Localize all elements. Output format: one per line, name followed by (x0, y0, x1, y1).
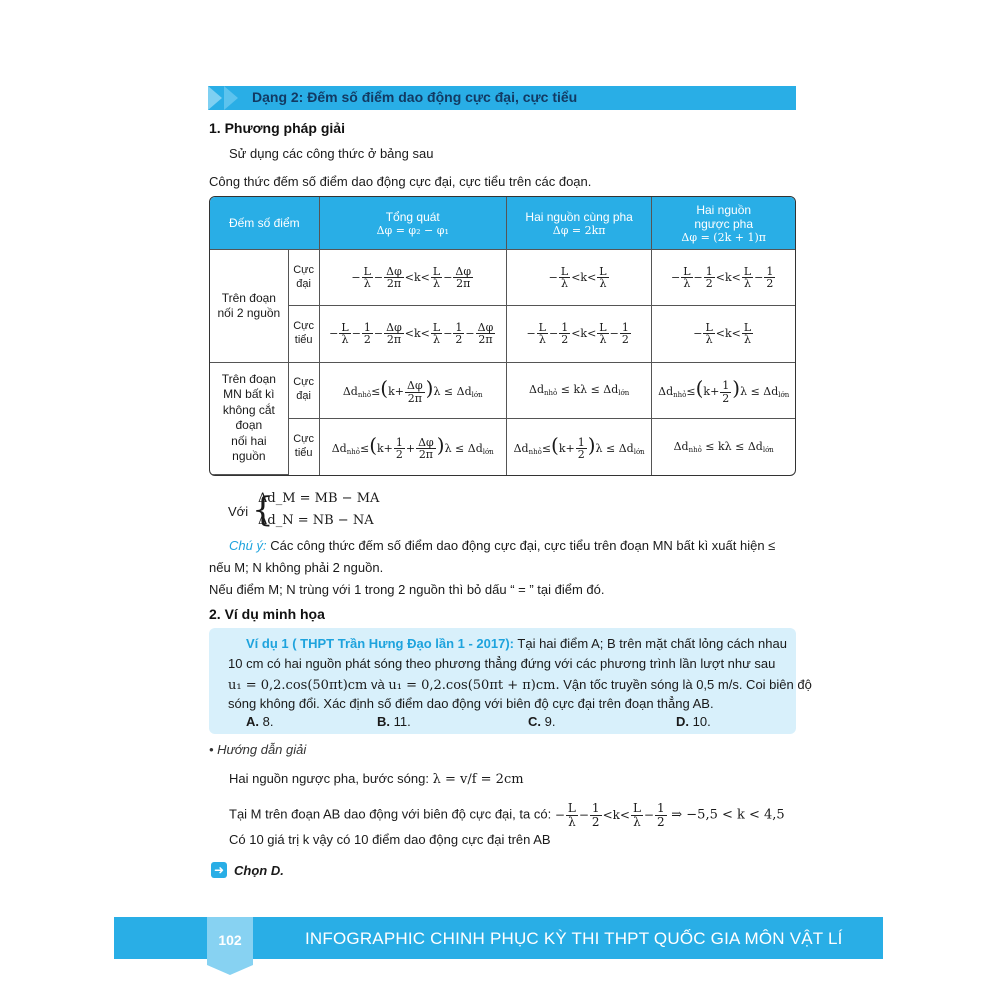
footer-title: INFOGRAPHIC CHINH PHỤC KỲ THI THPT QUỐC GIA MÔN VẬT LÍ (305, 929, 843, 948)
header-general-formula: Δφ = φ₂ − φ₁ (376, 223, 449, 237)
note-line1 (229, 538, 775, 553)
header-opposite-label2: ngược pha (694, 216, 753, 231)
header-same-phase-label: Hai nguồn cùng pha (525, 209, 633, 224)
voi-eq1: Δd_M = MB − MA (258, 491, 380, 506)
tab-pointer-icon (207, 965, 253, 975)
formula-cell: Δdnhỏ≤(k+ $\frac{\Delta\varphi}{2\pi}$ )λ ≤ Δdlớn (320, 363, 507, 419)
formula-cell: − $\frac{L}{\lambda}$ − $\frac{1}{2}$ <k< $\frac{L}{\lambda}$ − $\frac{1}{2}$ (652, 250, 795, 306)
option-a (246, 714, 273, 729)
section2-heading: 2. Ví dụ minh họa (209, 606, 325, 622)
option-value: 9. (544, 714, 556, 729)
option-key: B. (377, 714, 390, 729)
wavelength-eq: λ = v/f = 2cm (432, 772, 524, 787)
label-min (289, 306, 320, 362)
header-opposite-label1: Hai nguồn (696, 202, 752, 217)
row-group-mn-line: đoạn (235, 418, 263, 433)
section-banner (208, 86, 796, 110)
solution-line3: Có 10 giá trị k vậy có 10 điểm dao động cực đại trên AB (229, 832, 551, 847)
row-group-connecting-label: Trên đoạn nối 2 nguồn (217, 290, 281, 320)
row-group-mn-line: không cắt (222, 402, 275, 417)
option-value: 8. (262, 714, 274, 729)
example-line1 (246, 636, 787, 651)
inequality: − $\frac{L}{\lambda}$ − $\frac{1}{2}$ <k< $\frac{L}{\lambda}$ − $\frac{1}{2}$ (554, 801, 665, 829)
solution-line1 (229, 771, 524, 787)
solution-text2: Tại M trên đoạn AB dao động với biên độ cực đại, ta có: (229, 806, 552, 822)
note-label: Chú ý: (229, 538, 267, 553)
example-and: và (371, 677, 385, 692)
example-label: Ví dụ 1 ( THPT Trần Hưng Đạo lần 1 - 2017): (246, 636, 515, 651)
label-max-text: Cực đại (293, 264, 315, 290)
solution-line2 (229, 802, 785, 828)
example-text3: Vận tốc truyền sóng là 0,5 m/s. Coi biên độ (563, 677, 812, 692)
formula-cell: Δdnhỏ≤(k+ $\frac{1}{2}$ )λ ≤ Δdlớn (652, 363, 795, 419)
page-number-tab (207, 917, 253, 965)
formula-cell: Δdnhỏ≤(k+ $\frac{1}{2}$ + $\frac{\Delta\varphi}{2\pi}$ )λ ≤ Δdlớn (320, 419, 507, 475)
example-line3 (228, 677, 812, 693)
section1-intro: Sử dụng các công thức ở bảng sau (229, 146, 434, 161)
formula-cell: − $\frac{L}{\lambda}$ <k< $\frac{L}{\lambda}$ (652, 306, 795, 362)
formula-cell: − $\frac{L}{\lambda}$ − $\frac{1}{2}$ <k< $\frac{L}{\lambda}$ − $\frac{1}{2}$ (507, 306, 653, 362)
voi-label: Với (228, 504, 249, 519)
formula-cell: − $\frac{L}{\lambda}$ − $\frac{1}{2}$ − $\frac{\Delta\varphi}{2\pi}$ <k< $\frac{L}{\lambda}$ − $\frac{1}{2}$ − $\frac{\Delta\varphi}{2\pi}$ (320, 306, 507, 362)
option-key: D. (676, 714, 689, 729)
note-text1: Các công thức đếm số điểm dao động cực đại, cực tiểu trên đoạn MN bất kì xuất hiện ≤ (270, 538, 776, 553)
option-key: C. (528, 714, 541, 729)
equation-u1: u₁ = 0,2.cos(50πt)cm (228, 678, 368, 693)
arrow-right-icon: ➜ (211, 862, 227, 878)
equation-u2: u₁ = 0,2.cos(50πt + π)cm. (388, 678, 560, 693)
row-group-mn-line: Trên đoạn (221, 371, 276, 386)
brace-icon: { (252, 490, 274, 530)
option-d (676, 714, 711, 729)
header-opposite (652, 197, 795, 250)
solution-text1: Hai nguồn ngược pha, bước sóng: (229, 771, 429, 786)
option-value: 11. (393, 714, 411, 729)
inequality-result: ⇒ −5,5 < k < 4,5 (671, 807, 785, 823)
formula-cell: Δdnhỏ ≤ kλ ≤ Δdlớn (507, 363, 653, 419)
option-b (377, 714, 411, 729)
option-c (528, 714, 555, 729)
row-group-connecting (210, 250, 289, 362)
note-line3: Nếu điểm M; N trùng với 1 trong 2 nguồn thì bỏ dấu “ = ” tại điểm đó. (209, 582, 605, 597)
label-min-text: Cực tiểu (293, 320, 315, 346)
option-value: 10. (692, 714, 711, 729)
option-key: A. (246, 714, 259, 729)
page-number: 102 (218, 932, 242, 948)
row-group-mn (210, 363, 289, 475)
example-line4: sóng không đổi. Xác định số điểm dao động với biên độ cực đại trên đoạn thẳng AB. (228, 696, 714, 711)
header-count: Đếm số điểm (210, 197, 320, 250)
header-same-phase-formula: Δφ = 2kπ (552, 223, 606, 237)
formula-cell: Δdnhỏ ≤ kλ ≤ Δdlớn (673, 439, 774, 454)
label-min (289, 419, 320, 475)
header-general (320, 197, 507, 250)
formula-cell: − $\frac{L}{\lambda}$ − $\frac{\Delta\varphi}{2\pi}$ <k< $\frac{L}{\lambda}$ − $\frac{\Delta\varphi}{2\pi}$ (320, 250, 507, 306)
table-caption: Công thức đếm số điểm dao động cực đại, cực tiểu trên các đoạn. (209, 174, 592, 189)
example-text1: Tại hai điểm A; B trên mặt chất lỏng cách nhau (517, 636, 787, 651)
header-opposite-formula: Δφ = (2k + 1)π (681, 230, 766, 244)
label-max-text: Cực đại (293, 376, 315, 403)
note-line2: nếu M; N không phải 2 nguồn. (209, 560, 384, 575)
label-min-text: Cực tiểu (293, 433, 315, 459)
section1-heading: 1. Phương pháp giải (209, 120, 345, 136)
label-max (289, 250, 320, 306)
answer: Chọn D. (234, 863, 284, 878)
voi-eq2: Δd_N = NB − NA (258, 513, 374, 528)
example-line2: 10 cm có hai nguồn phát sóng theo phương thẳng đứng với các phương trình lần lượt như sau (228, 656, 776, 671)
banner-title: Dạng 2: Đếm số điểm dao động cực đại, cực tiểu (252, 89, 578, 105)
row-group-mn-line: nối hai (231, 433, 267, 448)
formula-table (209, 196, 796, 476)
solution-title: • Hướng dẫn giải (209, 742, 307, 757)
header-general-label: Tổng quát (385, 209, 440, 224)
chevron-icon (224, 86, 238, 110)
chevron-icon (208, 86, 222, 110)
formula-cell: − $\frac{L}{\lambda}$ <k< $\frac{L}{\lambda}$ (507, 250, 653, 306)
row-group-mn-line: nguồn (232, 449, 266, 464)
formula-cell: Δdnhỏ≤(k+ $\frac{1}{2}$ )λ ≤ Δdlớn (507, 419, 653, 475)
label-max (289, 363, 320, 419)
header-same-phase (507, 197, 653, 250)
row-group-mn-line: MN bất kì (223, 387, 275, 402)
